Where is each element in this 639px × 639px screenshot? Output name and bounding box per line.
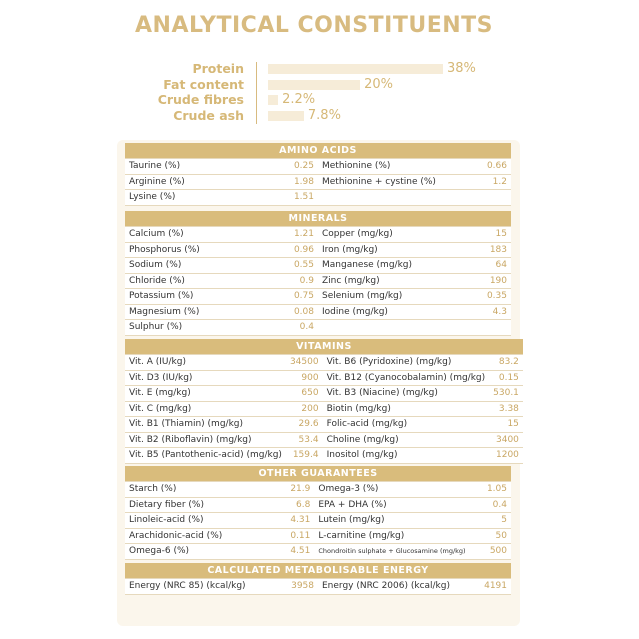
nutrient-name: L-carnitine (mg/kg) <box>314 528 469 544</box>
nutrient-value: 1.2 <box>469 174 511 190</box>
table-row <box>125 528 511 544</box>
nutrient-value: 3958 <box>276 579 318 595</box>
constituent-value: 38% <box>447 61 476 76</box>
nutrient-name: Chondroitin sulphate + Glucosamine (mg/kg) <box>314 544 469 560</box>
table-row <box>125 289 511 305</box>
nutrient-value: 650 <box>286 386 323 402</box>
nutrient-value: 190 <box>469 273 511 289</box>
nutrient-value: 1.05 <box>470 482 511 498</box>
nutrient-value: 159.4 <box>286 448 323 464</box>
table-row <box>125 370 523 386</box>
table-row <box>125 482 511 498</box>
nutrient-value: 200 <box>286 401 323 417</box>
constituent-bar <box>268 111 304 121</box>
constituent-value: 20% <box>364 76 393 92</box>
nutrient-name: Dietary fiber (%) <box>125 497 273 513</box>
constituent-bar <box>268 64 443 74</box>
nutrient-value: 0.4 <box>470 497 511 513</box>
table-row <box>125 320 511 336</box>
section-header: VITAMINS <box>125 339 523 355</box>
other-guarantees-table <box>125 466 511 560</box>
nutrient-name: Potassium (%) <box>125 289 276 305</box>
section-header: MINERALS <box>125 211 511 227</box>
nutrient-name: Iodine (mg/kg) <box>318 304 469 320</box>
constituent-row <box>0 109 639 123</box>
table-row <box>125 448 523 464</box>
nutrient-name: Vit. B5 (Pantothenic-acid) (mg/kg) <box>125 448 286 464</box>
constituent-label: Protein <box>192 61 244 76</box>
page-title: ANALYTICAL CONSTITUENTS <box>135 13 493 38</box>
nutrient-value: 0.35 <box>469 289 511 305</box>
nutrient-name: Energy (NRC 2006) (kcal/kg) <box>318 579 469 595</box>
nutrient-value: 1200 <box>489 448 523 464</box>
nutrient-name: Sulphur (%) <box>125 320 276 336</box>
nutrient-value: 0.55 <box>276 258 318 274</box>
nutrient-value: 15 <box>469 227 511 243</box>
nutrient-name: Taurine (%) <box>125 159 276 175</box>
table-row <box>125 190 511 206</box>
nutrient-value: 0.08 <box>276 304 318 320</box>
nutrient-value: 3.38 <box>489 401 523 417</box>
nutrient-value: 64 <box>469 258 511 274</box>
nutrient-name: Vit. B6 (Pyridoxine) (mg/kg) <box>323 355 490 371</box>
nutrient-name: Phosphorus (%) <box>125 242 276 258</box>
table-row <box>125 242 511 258</box>
nutrient-name: Omega-3 (%) <box>314 482 469 498</box>
nutrient-value: 3400 <box>489 432 523 448</box>
nutrient-name: Chloride (%) <box>125 273 276 289</box>
nutrient-value: 6.8 <box>273 497 314 513</box>
energy-table <box>125 563 511 595</box>
nutrient-name: Sodium (%) <box>125 258 276 274</box>
constituent-label: Crude fibres <box>157 92 244 107</box>
nutrient-value: 1.98 <box>276 174 318 190</box>
table-row <box>125 513 511 529</box>
nutrient-value: 4.3 <box>469 304 511 320</box>
nutrient-name: Manganese (mg/kg) <box>318 258 469 274</box>
nutrient-name: Magnesium (%) <box>125 304 276 320</box>
section-header: OTHER GUARANTEES <box>125 466 511 482</box>
table-row <box>125 258 511 274</box>
nutrient-value: 34500 <box>286 355 323 371</box>
table-row <box>125 544 511 560</box>
nutrient-value: 4191 <box>469 579 511 595</box>
nutrient-name <box>318 190 469 206</box>
nutrient-name: Selenium (mg/kg) <box>318 289 469 305</box>
nutrient-value: 0.4 <box>276 320 318 336</box>
nutrient-name: Vit. B12 (Cyanocobalamin) (mg/kg) <box>323 370 490 386</box>
nutrient-value: 500 <box>470 544 511 560</box>
nutrient-name: Methionine (%) <box>318 159 469 175</box>
nutrient-name: Vit. B2 (Riboflavin) (mg/kg) <box>125 432 286 448</box>
nutrient-value: 4.51 <box>273 544 314 560</box>
nutrient-value: 4.31 <box>273 513 314 529</box>
nutrient-value: 83.2 <box>489 355 523 371</box>
constituent-value: 7.8% <box>307 107 341 123</box>
amino-acids-table <box>125 143 511 206</box>
nutrient-name <box>318 320 469 336</box>
table-row <box>125 386 523 402</box>
nutrient-value: 53.4 <box>286 432 323 448</box>
nutrient-value: 900 <box>286 370 323 386</box>
nutrient-value: 21.9 <box>273 482 314 498</box>
constituent-row <box>0 78 639 92</box>
constituent-row <box>0 62 639 76</box>
nutrient-value: 1.51 <box>276 190 318 206</box>
table-row <box>125 497 511 513</box>
table-row <box>125 417 523 433</box>
nutrient-name: Arachidonic-acid (%) <box>125 528 273 544</box>
nutrient-value: 0.11 <box>273 528 314 544</box>
nutrient-name: Vit. B1 (Thiamin) (mg/kg) <box>125 417 286 433</box>
nutrient-name: Methionine + cystine (%) <box>318 174 469 190</box>
section-header: CALCULATED METABOLISABLE ENERGY <box>125 563 511 579</box>
table-row <box>125 355 523 371</box>
constituent-row <box>0 93 639 107</box>
nutrient-value: 0.15 <box>489 370 523 386</box>
nutrient-name: Copper (mg/kg) <box>318 227 469 243</box>
constituent-value: 2.2% <box>282 92 316 107</box>
section-header: AMINO ACIDS <box>125 143 511 159</box>
nutrient-value: 15 <box>489 417 523 433</box>
nutrient-name: Iron (mg/kg) <box>318 242 469 258</box>
constituent-label: Fat content <box>163 76 244 92</box>
table-row <box>125 273 511 289</box>
nutrient-value: 0.96 <box>276 242 318 258</box>
nutrient-name: Inositol (mg/kg) <box>323 448 490 464</box>
nutrient-name: Vit. E (mg/kg) <box>125 386 286 402</box>
nutrient-name: Starch (%) <box>125 482 273 498</box>
nutrient-name: Lutein (mg/kg) <box>314 513 469 529</box>
nutrient-name: Choline (mg/kg) <box>323 432 490 448</box>
table-row <box>125 174 511 190</box>
constituent-bar <box>268 95 278 105</box>
table-row <box>125 304 511 320</box>
nutrient-name: Vit. B3 (Niacine) (mg/kg) <box>323 386 490 402</box>
nutrient-value: 0.66 <box>469 159 511 175</box>
nutrient-value <box>469 190 511 206</box>
nutrient-name: Folic-acid (mg/kg) <box>323 417 490 433</box>
nutrient-value: 1.21 <box>276 227 318 243</box>
table-row <box>125 432 523 448</box>
nutrient-value: 0.25 <box>276 159 318 175</box>
nutrient-name: Energy (NRC 85) (kcal/kg) <box>125 579 276 595</box>
nutrient-value: 183 <box>469 242 511 258</box>
constituent-bar <box>268 80 360 90</box>
nutrient-value: 50 <box>470 528 511 544</box>
nutrient-value <box>469 320 511 336</box>
nutrient-value: 0.75 <box>276 289 318 305</box>
nutrient-name: Arginine (%) <box>125 174 276 190</box>
nutrient-name: Lysine (%) <box>125 190 276 206</box>
minerals-table <box>125 211 511 336</box>
nutrient-name: Vit. A (IU/kg) <box>125 355 286 371</box>
nutrient-name: Calcium (%) <box>125 227 276 243</box>
constituent-label: Crude ash <box>173 107 244 123</box>
nutrient-value: 29.6 <box>286 417 323 433</box>
nutrient-name: Linoleic-acid (%) <box>125 513 273 529</box>
vitamins-table <box>125 339 523 464</box>
nutrient-name: Biotin (mg/kg) <box>323 401 490 417</box>
nutrient-value: 530.1 <box>489 386 523 402</box>
table-row <box>125 579 511 595</box>
nutrient-value: 0.9 <box>276 273 318 289</box>
nutrient-name: Vit. C (mg/kg) <box>125 401 286 417</box>
nutrient-name: Zinc (mg/kg) <box>318 273 469 289</box>
table-row <box>125 401 523 417</box>
nutrient-value: 5 <box>470 513 511 529</box>
nutrient-name: Vit. D3 (IU/kg) <box>125 370 286 386</box>
table-row <box>125 159 511 175</box>
table-row <box>125 227 511 243</box>
nutrient-name: Omega-6 (%) <box>125 544 273 560</box>
nutrient-name: EPA + DHA (%) <box>314 497 469 513</box>
